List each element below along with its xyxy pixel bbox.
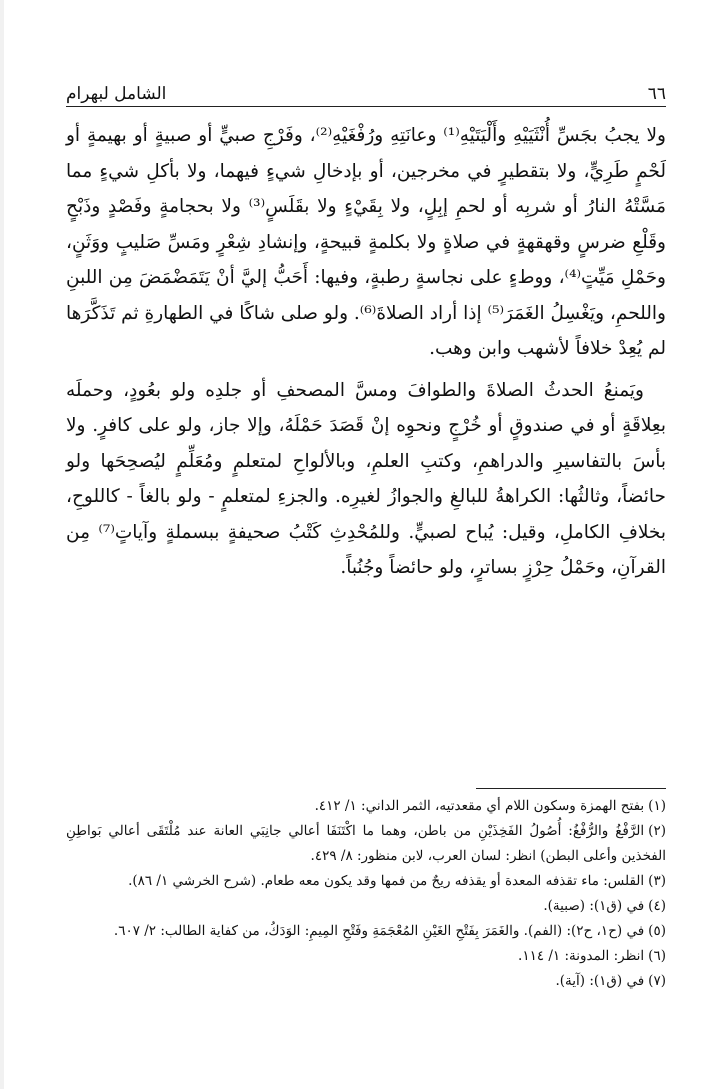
footnote-5 (66, 919, 666, 944)
footnote-2 (66, 819, 666, 869)
footnote-number: (٦) (648, 948, 666, 964)
page-edge-shadow (0, 0, 4, 1089)
footnote-text: في (ق١): (آية). (555, 973, 645, 989)
running-title: الشامل لبهرام (66, 84, 167, 104)
footnote-text: الرَّفْغُ والرُّفْغُ: أُصُولُ الفَخِذَيْنِ من باطن، وهما ما اكْتَنَفَا أعالي جانِبَي العانة عند مُلْتَقَى أعالي بَواطِنِ الفخذين وأعلى البطن) انظر: لسان العرب، لابن منظور: ٨/ ٤٢٩. (66, 823, 666, 864)
footnote-3 (66, 869, 666, 894)
page-number: ٦٦ (647, 84, 666, 104)
footnote-text: في (ق١): (صبية). (543, 898, 645, 914)
footnotes (66, 794, 666, 994)
footnote-number: (٣) (648, 873, 666, 889)
paragraph-1: ولا يجبُ بجَسِّ أُنْثَيَيْهِ وأَلْيَتَيْهِ⁽¹⁾ وعانَتِهِ ورُفْغَيْهِ⁽²⁾، وفَرْجِ صبيٍّ أو صبيةٍ أو بهيمةٍ أو لَحْمٍ طَرِيٍّ، ولا بتقطيرٍ في مخرجين، أو بإدخالِ شيءٍ فيهما، ولا بأكلِ شيءٍ مما مَسَّتْهُ النارُ أو شربِه أو لحمِ إبِلٍ، ولا بِقَيْءٍ ولا بقَلَسٍ⁽³⁾ ولا بحجامةٍ وفَصْدٍ وذَبْحٍ وقَلْعِ ضرسٍ وقهقهةٍ في صلاةٍ ولا بكلمةٍ قبيحةٍ، وإنشادِ شِعْرٍ ومَسِّ صَليبٍ ووَثَنٍ، وحَمْلِ مَيِّتٍ⁽⁴⁾، ووطءٍ على نجاسةٍ رطبةٍ، وفيها: أَحَبُّ إليَّ أنْ يَتَمَضْمَضَ مِن اللبنِ واللحمِ، ويَغْسِلُ الغَمَرَ⁽⁵⁾ إذا أراد الصلاةَ⁽⁶⁾. ولو صلى شاكًا في الطهارةِ ثم تَذَكَّرَها لم يُعِدْ خلافاً لأشهب وابن وهب. (66, 125, 666, 359)
footnote-6 (66, 944, 666, 969)
footnote-text: القلس: ماء تقذفه المعدة أو يقذفه ريحٌ من فمها وقد يكون معه طعام. (شرح الخرشي ١/ ٨٦). (128, 873, 645, 889)
footnote-text: بفتح الهمزة وسكون اللام أي مقعدتيه، الثمر الداني: ١/ ٤١٢. (314, 798, 645, 814)
footnote-number: (٧) (648, 973, 666, 989)
paragraph-2: ويَمنعُ الحدثُ الصلاةَ والطوافَ ومسَّ المصحفِ أو جلدِه ولو بعُودٍ، وحملَه بعِلاقَةٍ أو في صندوقٍ أو خُرْجٍ ونحوِه إنْ قَصَدَ حَمْلَهُ، وإلا جاز، ولو على كافرٍ. ولا بأسَ بالتفاسيرِ والدراهمِ، وكتبِ العلمِ، وبالألواحِ لمتعلمٍ ومُعَلِّمٍ ليُصحِحَها ولو حائضاً، وثالثُها: الكراهةُ للبالغِ والجوازُ لغيرِه. والجزءِ لمتعلمٍ - ولو بالغاً - كاللوحِ، بخلافِ الكاملِ، وقيل: يُباح لصبيٍّ. وللمُحْدِثِ كَتْبُ صحيفةٍ ببسملةٍ وآياتٍ⁽⁷⁾ مِن القرآنِ، وحَمْلُ حِرْزٍ بساترٍ، ولو حائضاً وجُنُباً. (66, 379, 667, 578)
main-text (66, 118, 666, 592)
footnote-number: (٥) (648, 923, 666, 939)
footnote-text: في (ح١، ح٢): (الفم). والغَمَرَ بِفَتْحِ الغَيْنِ المُعْجَمَةِ وفَتْحِ المِيمِ: الوَدَكُ، من كفاية الطالب: ٢/ ٦٠٧. (113, 923, 645, 939)
footnote-1 (66, 794, 666, 819)
header-rule (66, 106, 666, 107)
footnote-number: (١) (648, 798, 666, 814)
footnote-7 (66, 969, 666, 994)
footnote-text: انظر: المدونة: ١/ ١١٤. (518, 948, 645, 964)
footnote-rule (476, 788, 666, 789)
footnote-number: (٢) (648, 823, 666, 839)
footnote-number: (٤) (648, 898, 666, 914)
footnote-4 (66, 894, 666, 919)
page-header (66, 72, 666, 104)
